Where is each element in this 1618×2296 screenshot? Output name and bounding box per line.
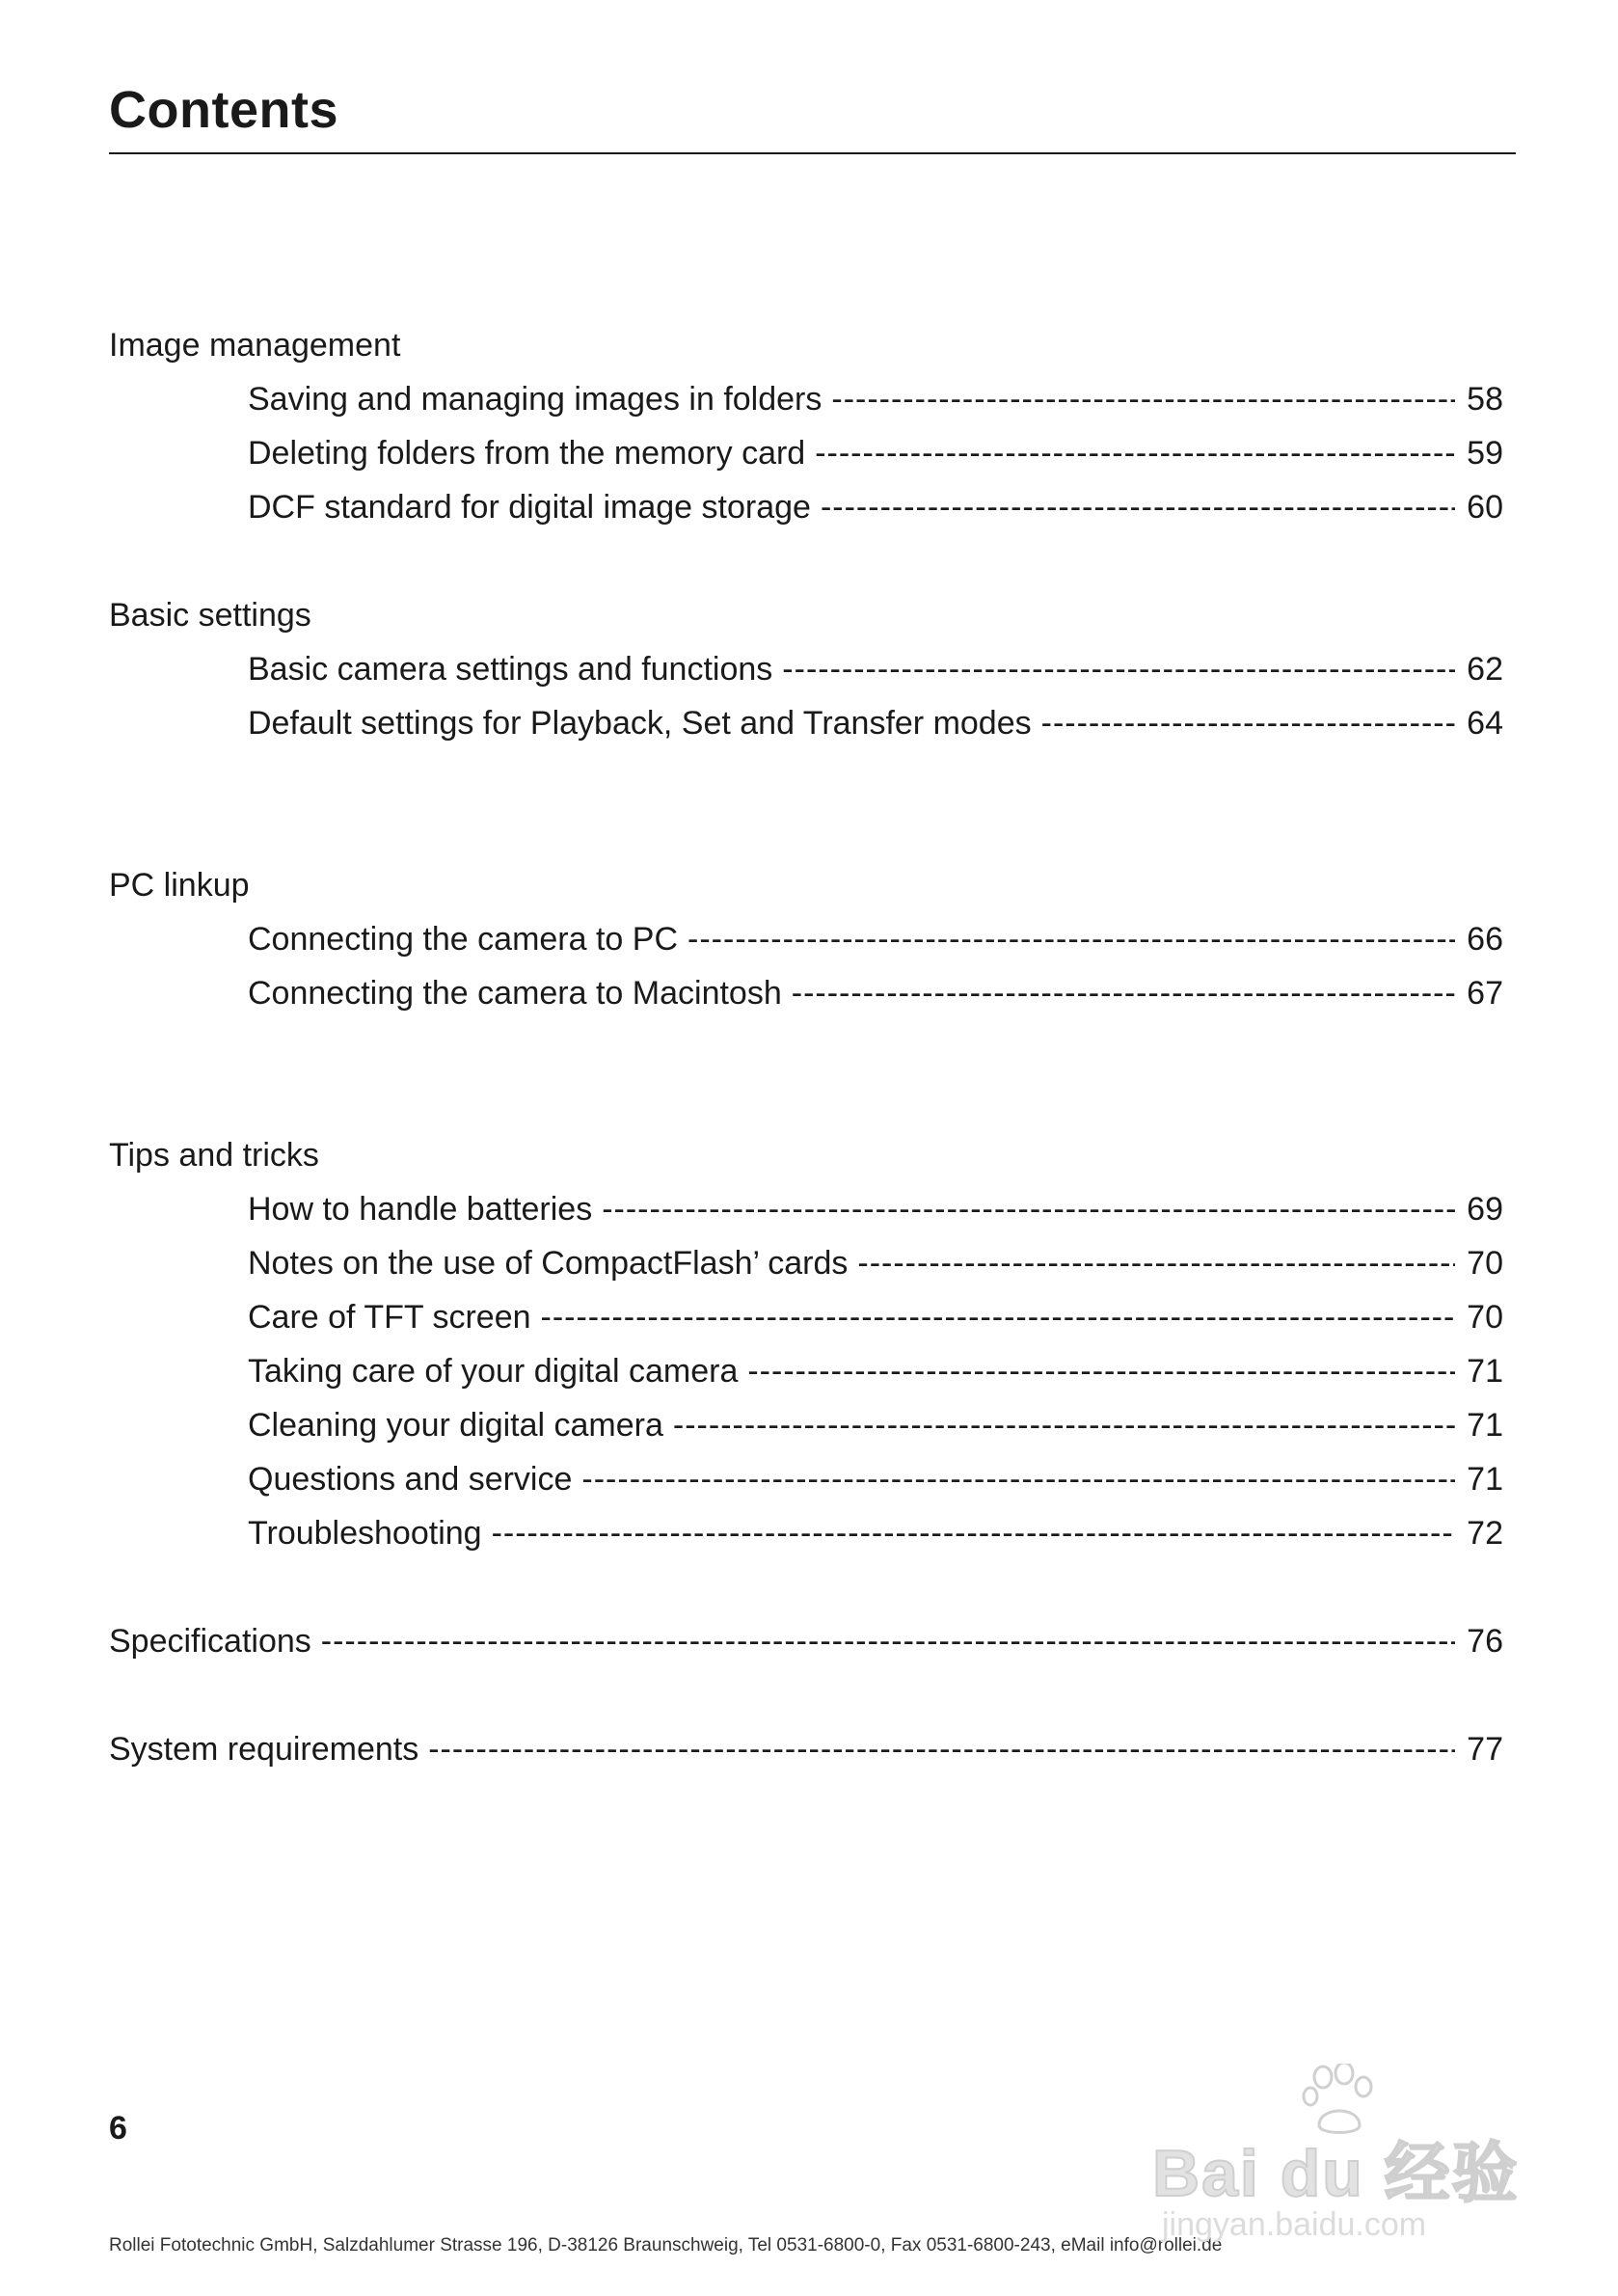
toc-entry[interactable] xyxy=(109,912,1503,966)
page-number: 6 xyxy=(109,2110,127,2147)
toc-entry-label: Notes on the use of CompactFlash’ cards xyxy=(248,1245,849,1282)
toc-section-heading: Image management xyxy=(109,327,401,364)
toc-entry[interactable] xyxy=(109,1290,1503,1344)
dot-leader xyxy=(688,912,1455,966)
toc-entry-page: 76 xyxy=(1467,1623,1503,1660)
dot-leader xyxy=(782,642,1455,696)
toc-entry-label: Connecting the camera to PC xyxy=(248,921,679,958)
toc-entry-page: 64 xyxy=(1467,705,1503,742)
toc-entry[interactable] xyxy=(109,1452,1503,1506)
toc-entry-label: Taking care of your digital camera xyxy=(248,1353,739,1390)
dot-leader xyxy=(792,966,1455,1020)
toc-entry-page: 60 xyxy=(1467,489,1503,526)
toc-entry-page: 71 xyxy=(1467,1461,1503,1498)
toc-entry-page: 77 xyxy=(1467,1731,1503,1768)
dot-leader xyxy=(1041,696,1455,750)
toc-entry-page: 70 xyxy=(1467,1299,1503,1336)
dot-leader xyxy=(581,1452,1455,1506)
toc-section-tips-and-tricks xyxy=(109,1128,1503,1560)
toc-entry[interactable] xyxy=(109,372,1503,426)
page-title: Contents xyxy=(109,81,338,139)
toc-entry-page: 69 xyxy=(1467,1191,1503,1228)
watermark xyxy=(1152,2064,1538,2247)
toc-entry[interactable] xyxy=(109,480,1503,534)
toc-entry-label: Deleting folders from the memory card xyxy=(248,435,806,472)
dot-leader xyxy=(602,1182,1455,1236)
toc-entry-label: Specifications xyxy=(109,1623,311,1660)
title-rule xyxy=(109,152,1516,154)
section-spacer xyxy=(109,750,1503,858)
toc-entry-label: Troubleshooting xyxy=(248,1515,482,1552)
dot-leader xyxy=(815,426,1455,480)
toc-entry-label: Basic camera settings and functions xyxy=(248,651,773,688)
toc-entry-page: 67 xyxy=(1467,975,1503,1012)
toc-entry-page: 70 xyxy=(1467,1245,1503,1282)
dot-leader xyxy=(821,480,1455,534)
toc-entry[interactable] xyxy=(109,696,1503,750)
toc-entry-page: 58 xyxy=(1467,381,1503,418)
toc-entry-label: Questions and service xyxy=(248,1461,573,1498)
toc-entry[interactable] xyxy=(109,642,1503,696)
dot-leader xyxy=(673,1398,1455,1452)
toc-entry[interactable] xyxy=(109,1506,1503,1560)
toc-section-heading: Tips and tricks xyxy=(109,1137,319,1174)
dot-leader xyxy=(541,1290,1455,1344)
toc-section-basic-settings xyxy=(109,588,1503,750)
dot-leader xyxy=(492,1506,1455,1560)
dot-leader xyxy=(857,1236,1455,1290)
toc-entry-system-requirements[interactable] xyxy=(109,1722,1503,1776)
toc-entry-label: Default settings for Playback, Set and Transfer modes xyxy=(248,705,1032,742)
toc-entry-specifications[interactable] xyxy=(109,1614,1503,1668)
dot-leader xyxy=(831,372,1455,426)
toc-entry-label: Connecting the camera to Macintosh xyxy=(248,975,782,1012)
toc-entry-label: How to handle batteries xyxy=(248,1191,593,1228)
toc-entry-page: 59 xyxy=(1467,435,1503,472)
toc-entry[interactable] xyxy=(109,1398,1503,1452)
toc-entry[interactable] xyxy=(109,1236,1503,1290)
toc-entry-label: Cleaning your digital camera xyxy=(248,1407,663,1444)
toc-entry-page: 72 xyxy=(1467,1515,1503,1552)
section-spacer xyxy=(109,1560,1503,1614)
section-spacer xyxy=(109,534,1503,588)
watermark-url: jingyan.baidu.com xyxy=(1162,2206,1427,2243)
toc-entry-label: DCF standard for digital image storage xyxy=(248,489,811,526)
section-spacer xyxy=(109,1020,1503,1128)
toc-section-pc-linkup xyxy=(109,858,1503,1020)
toc-entry[interactable] xyxy=(109,426,1503,480)
watermark-brand: Bai du 经验 xyxy=(1152,2137,1520,2210)
dot-leader xyxy=(321,1614,1455,1668)
toc-entry-label: Saving and managing images in folders xyxy=(248,381,822,418)
toc-entry[interactable] xyxy=(109,966,1503,1020)
table-of-contents xyxy=(109,318,1503,1776)
toc-entry-page: 71 xyxy=(1467,1353,1503,1390)
toc-entry-page: 62 xyxy=(1467,651,1503,688)
toc-entry-page: 71 xyxy=(1467,1407,1503,1444)
dot-leader xyxy=(428,1722,1455,1776)
toc-entry-label: Care of TFT screen xyxy=(248,1299,531,1336)
toc-entry[interactable] xyxy=(109,1182,1503,1236)
toc-entry-label: System requirements xyxy=(109,1731,419,1768)
footer-address: Rollei Fototechnic GmbH, Salzdahlumer Strasse 196, D-38126 Braunschweig, Tel 0531-6800-0, Fax 0531-6800-243, eMail info@rollei.de xyxy=(109,2235,1223,2255)
toc-section-heading: PC linkup xyxy=(109,867,250,904)
toc-entry-page: 66 xyxy=(1467,921,1503,958)
dot-leader xyxy=(747,1344,1455,1398)
toc-section-image-management xyxy=(109,318,1503,534)
toc-entry[interactable] xyxy=(109,1344,1503,1398)
section-spacer xyxy=(109,1668,1503,1722)
toc-section-heading: Basic settings xyxy=(109,597,311,634)
